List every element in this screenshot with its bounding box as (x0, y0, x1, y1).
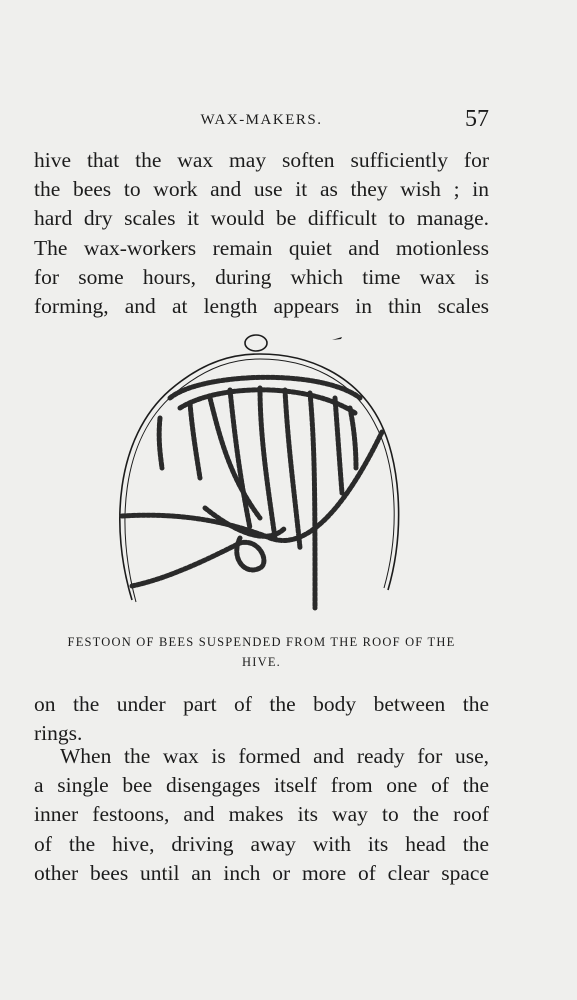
running-title: WAX-MAKERS. (200, 112, 323, 128)
text-line: on the under part of the body between the (34, 692, 489, 716)
text-line: the bees to work and use it as they wish ; in (34, 177, 489, 202)
caption-line: FESTOON OF BEES SUSPENDED FROM THE ROOF OF THE (67, 635, 456, 649)
paragraph-1 (34, 146, 489, 321)
festoon-illustration (110, 328, 430, 618)
bee-festoon-drawing (110, 328, 430, 618)
text-line: of the hive, driving away with its head the (34, 831, 489, 856)
paragraph-2 (34, 690, 489, 748)
text-line: for some hours, during which time wax is (34, 264, 489, 289)
text-line: The wax-workers remain quiet and motionless (34, 235, 489, 260)
figure-caption (34, 632, 489, 672)
running-head (34, 106, 489, 134)
text-line: other bees until an inch or more of clear space (34, 860, 489, 885)
text-line: hard dry scales it would be difficult to manage. (34, 206, 489, 231)
text-line: rings. (34, 721, 83, 746)
text-line: inner festoons, and makes its way to the roof (34, 802, 489, 827)
caption-line: HIVE. (242, 655, 281, 669)
text-line: a single bee disengages itself from one of the (34, 773, 489, 798)
text-line: When the wax is formed and ready for use, (60, 744, 489, 768)
text-line: forming, and at length appears in thin scales (34, 294, 489, 319)
page-number: 57 (465, 106, 489, 132)
paragraph-3 (34, 742, 489, 888)
text-line: hive that the wax may soften sufficiently for (34, 148, 489, 172)
